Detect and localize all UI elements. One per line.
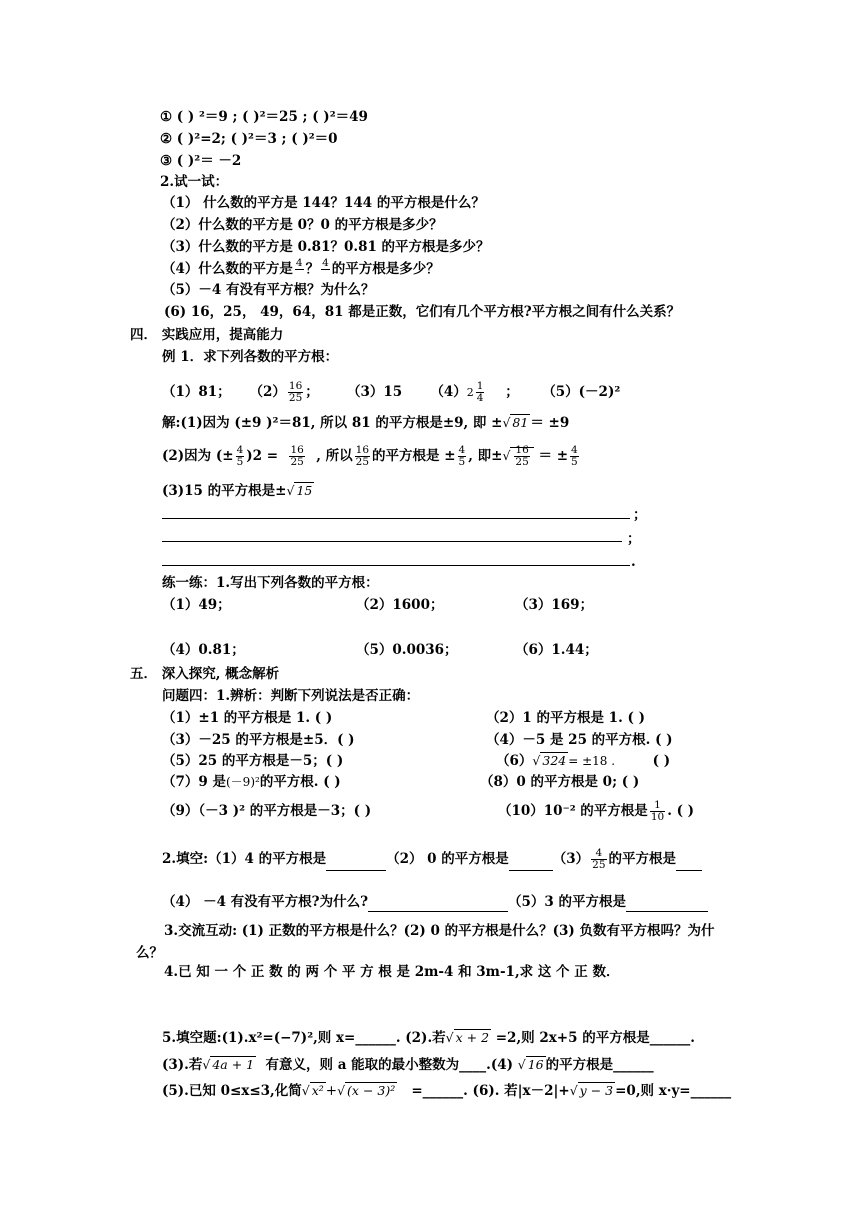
answer-line-1-semicolon: ； (633, 507, 647, 523)
try-q4-part-a: （4）什么数的平方是 (162, 261, 293, 277)
practice-item-3: （3）169； (515, 597, 594, 613)
fill-blank-5[interactable] (626, 893, 708, 912)
practice-item-5: （5）0.0036； (356, 642, 458, 658)
answer-line-2[interactable] (162, 541, 622, 542)
sqrt-81: √ 81 (502, 415, 529, 430)
example-items: （1）81； （2） $\frac{16}{25}$ ； （3）15 （4）2 $\frac{1}{4}$ ； （5）(－2)² (162, 380, 621, 404)
fraction-4-5-c: $\frac{4}{5}$ (571, 444, 578, 468)
example-item-1: （1）81； (162, 384, 231, 400)
judge-10: （10）10⁻² 的平方根是 $\frac{1}{10}$ . ( ) (498, 799, 695, 823)
answer-line-3[interactable] (162, 565, 630, 566)
section-4-heading: 四． 实践应用，提高能力 (130, 327, 284, 343)
solution-3: (3)15 的平方根是±√ 15 (162, 483, 313, 499)
try-q5: （5）－4 有没有平方根？为什么？ (162, 282, 375, 298)
answer-line-2-semicolon: ； (627, 531, 641, 547)
practice-heading: 练一练：1.写出下列各数的平方根： (162, 575, 379, 591)
question-5-line-2: (3).若√ 4a + 1 有意义，则 a 能取的最小整数为____.(4) √ 16 的平方根是______ (162, 1057, 654, 1073)
fraction-1-10: $\frac{1}{10}$ (650, 799, 665, 823)
section-5-heading: 五． 深入探究, 概念解析 (130, 666, 280, 682)
try-q4-part-b: ？ (305, 261, 320, 277)
fill-question-2b: （4） －4 有没有平方根?为什么? （5）3 的平方根是 (162, 893, 708, 912)
solution-2: (2)因为 (± $\frac{4}{5}$ )2 = $\frac{16}{25}$ , 所以 $\frac{16}{25}$ 的平方根是 ± $\frac{4}{5}$ , 即±√ $\frac{16}{25}$ ＝ ± $\frac{4}{5}$ (162, 444, 578, 468)
question-4: 4.已 知 一 个 正 数 的 两 个 平 方 根 是 2m-4 和 3m-1,求 这 个 正 数． (164, 964, 620, 980)
sqrt-324: √ 324 (532, 753, 567, 768)
practice-item-4: （4）0.81； (162, 642, 245, 658)
try-q4 (162, 258, 440, 281)
judge-5: （5）25 的平方根是－5；( ) (162, 753, 344, 769)
question-4-heading: 问题四：1.辨析：判断下列说法是否正确： (162, 688, 420, 704)
sqrt-x-minus-3-squared: √ (x − 3)² (337, 1083, 396, 1098)
fill-row-2: ② ( )²=2; ( )²＝3 ; ( )²＝0 (160, 131, 338, 147)
example-item-4-label: （4） (430, 384, 467, 400)
question-3-line-2: 么？ (136, 945, 163, 961)
fraction-4-over-blank: 4 (295, 257, 303, 269)
sqrt-4a-plus-1: √ 4a + 1 (202, 1057, 255, 1072)
sqrt-16-25: √ $\frac{16}{25}$ (502, 444, 533, 468)
fill-row-1: ① ( ) ²＝9 ; ( )²＝25 ; ( )²＝49 (160, 109, 368, 125)
fill-blank-1[interactable] (326, 848, 386, 871)
example-item-2-label: （2） (249, 384, 286, 400)
fraction-4-5: $\frac{4}{5}$ (236, 444, 244, 468)
judge-4: （4）－5 是 25 的平方根. ( ) (486, 732, 673, 748)
example-item-5: （5）(－2)² (542, 384, 621, 400)
sqrt-y-minus-3: √ y − 3 (569, 1083, 614, 1098)
try-q6: (6) 16，25， 49，64，81 都是正数，它们有几个平方根?平方根之间有什么关系？ (164, 304, 681, 320)
fraction-16-25-c: $\frac{16}{25}$ (355, 444, 370, 468)
try-heading: 2.试一试： (160, 174, 229, 190)
practice-item-6: （6）1.44； (515, 642, 598, 658)
fill-blank-4[interactable] (368, 893, 508, 912)
fraction-16-25-b: $\frac{16}{25}$ (290, 444, 304, 468)
question-5-line-1: 5.填空题:(1).x²=(−7)²,则 x=______. (2).若√ x + 2 =2,则 2x+5 的平方根是______. (162, 1030, 695, 1046)
fraction-4-5-b: $\frac{4}{5}$ (458, 444, 466, 468)
fill-blank-3[interactable] (676, 848, 702, 871)
judge-6: （6）√ 324 = ±18 . ( ) (496, 753, 671, 769)
fraction-4-25: $\frac{4}{25}$ (592, 847, 606, 871)
question-3-line-1: 3.交流互动: (1) 正数的平方根是什么？(2) 0 的平方根是什么？(3) 负数有平方根吗？为什 (164, 923, 715, 939)
try-q3: （3）什么数的平方是 0.81？0.81 的平方根是多少？ (162, 239, 490, 255)
judge-8: （8）0 的平方根是 0; ( ) (480, 774, 640, 790)
practice-item-1: （1）49； (162, 597, 231, 613)
judge-3: （3）－25 的平方根是±5．( ) (162, 732, 355, 748)
try-q1: （1） 什么数的平方是 144？144 的平方根是什么？ (162, 195, 485, 211)
question-5-line-3: (5).已知 0≤x≤3,化简√ x² +√ (x − 3)² =______. (6). 若|x－2|+√ y − 3 =0,则 x·y=______ (162, 1083, 732, 1099)
fill-row-3: ③ ( )²＝ －2 (160, 153, 242, 169)
fill-question-2: 2.填空:（1）4 的平方根是 （2） 0 的平方根是 （3） $\frac{4}{25}$ 的平方根是 (162, 848, 702, 871)
try-q2: （2）什么数的平方是 0？0 的平方根是多少？ (162, 217, 443, 233)
fraction-1-4: $\frac{1}{4}$ (476, 380, 484, 404)
fill-blank-2[interactable] (509, 848, 553, 871)
fraction-16-25: $\frac{16}{25}$ (288, 380, 303, 404)
sqrt-x-squared: √ x² (301, 1083, 324, 1098)
try-q4-part-c: 的平方根是多少？ (331, 261, 440, 277)
fraction-4-over-blank-2: 4 (322, 257, 329, 269)
example-item-3: （3）15 (346, 384, 403, 400)
sqrt-15: √ 15 (286, 483, 313, 498)
practice-item-2: （2）1600； (356, 597, 444, 613)
judge-2: （2）1 的平方根是 1. ( ) (486, 710, 645, 726)
judge-7: （7）9 是(－9)²的平方根. ( ) (162, 774, 341, 790)
judge-1: （1）±1 的平方根是 1. ( ) (162, 710, 333, 726)
solution-1: 解:(1)因为 (±9 )²＝81, 所以 81 的平方根是±9, 即 ±√ 81 ＝ ±9 (162, 415, 570, 431)
example-1-heading: 例 1．求下列各数的平方根： (162, 349, 339, 365)
answer-line-3-period: . (631, 554, 636, 570)
sqrt-x-plus-2: √ x + 2 (445, 1030, 490, 1045)
judge-9: （9）（－3 )² 的平方根是－3；( ) (162, 803, 372, 819)
answer-line-1[interactable] (162, 518, 630, 519)
sqrt-16: √ 16 (517, 1057, 544, 1072)
